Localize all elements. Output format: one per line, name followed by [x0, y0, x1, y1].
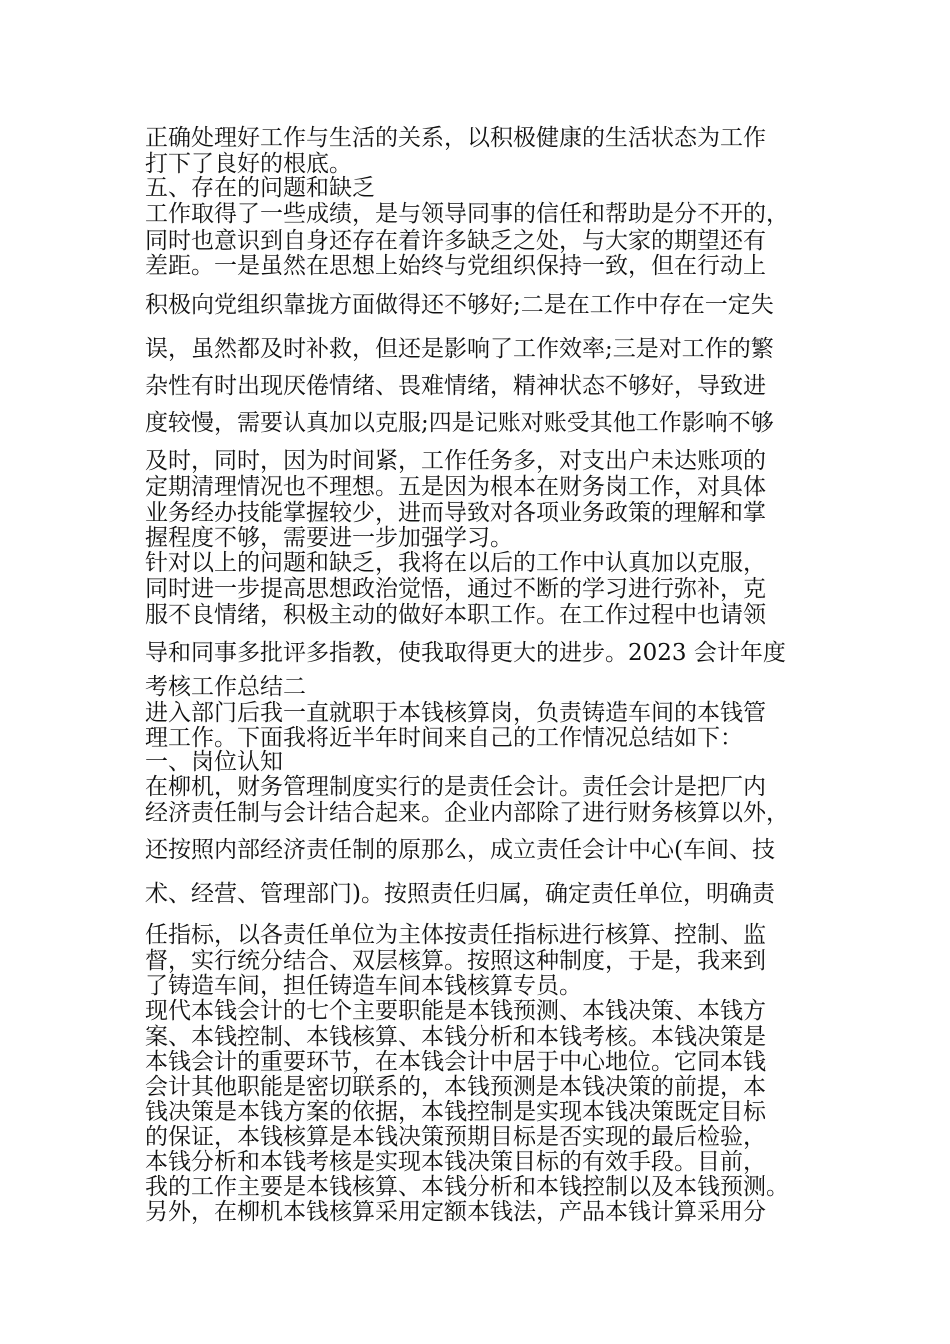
text-line: 现代本钱会计的七个主要职能是本钱预测、本钱决策、本钱方: [145, 998, 766, 1024]
text-line: 握程度不够，需要进一步加强学习。: [145, 525, 513, 551]
text-line: 理工作。下面我将近半年时间来自己的工作情况总结如下：: [145, 725, 743, 751]
text-line: 进入部门后我一直就职于本钱核算岗，负责铸造车间的本钱管: [145, 700, 766, 726]
text-line: 度较慢，需要认真加以克服;四是记账对账受其他工作影响不够: [145, 410, 774, 436]
text-line: 在柳机，财务管理制度实行的是责任会计。责任会计是把厂内: [145, 774, 766, 800]
text-line: 案、本钱控制、本钱核算、本钱分析和本钱考核。本钱决策是: [145, 1024, 766, 1050]
text-line: 打下了良好的根底。: [145, 151, 352, 177]
section-heading: 考核工作总结二: [145, 674, 306, 700]
text-line: 杂性有时出现厌倦情绪、畏难情绪，精神状态不够好，导致进: [145, 373, 766, 399]
text-line: 工作取得了一些成绩，是与领导同事的信任和帮助是分不开的，: [145, 201, 789, 227]
text-line: 及时，同时，因为时间紧，工作任务多，对支出户未达账项的: [145, 448, 766, 474]
text-line: 术、经营、管理部门)。按照责任归属，确定责任单位，明确责: [145, 881, 775, 907]
text-line: 本钱分析和本钱考核是实现本钱决策目标的有效手段。目前，: [145, 1149, 766, 1175]
text-line: 定期清理情况也不理想。五是因为根本在财务岗工作，对具体: [145, 474, 766, 500]
text-line: 另外，在柳机本钱核算采用定额本钱法，产品本钱计算采用分: [145, 1199, 766, 1225]
text-line: 任指标，以各责任单位为主体按责任指标进行核算、控制、监: [145, 922, 766, 948]
text-line: 服不良情绪，积极主动的做好本职工作。在工作过程中也请领: [145, 602, 766, 628]
section-heading: 五、存在的问题和缺乏: [145, 175, 375, 201]
text-line: 导和同事多批评多指教，使我取得更大的进步。2023 会计年度: [145, 640, 786, 666]
text-line: 正确处理好工作与生活的关系，以积极健康的生活状态为工作: [145, 125, 766, 151]
text-line: 差距。一是虽然在思想上始终与党组织保持一致，但在行动上: [145, 253, 766, 279]
text-line: 还按照内部经济责任制的原那么，成立责任会计中心(车间、技: [145, 837, 775, 863]
text-line: 误，虽然都及时补救，但还是影响了工作效率;三是对工作的繁: [145, 336, 774, 362]
text-line: 经济责任制与会计结合起来。企业内部除了进行财务核算以外，: [145, 800, 789, 826]
text-line: 业务经办技能掌握较少，进而导致对各项业务政策的理解和掌: [145, 500, 766, 526]
text-line: 同时进一步提高思想政治觉悟，通过不断的学习进行弥补，克: [145, 576, 766, 602]
text-line: 我的工作主要是本钱核算、本钱分析和本钱控制以及本钱预测。: [145, 1174, 789, 1200]
text-line: 针对以上的问题和缺乏，我将在以后的工作中认真加以克服，: [145, 550, 766, 576]
text-line: 本钱会计的重要环节，在本钱会计中居于中心地位。它同本钱: [145, 1049, 766, 1075]
text-line: 同时也意识到自身还存在着许多缺乏之处，与大家的期望还有: [145, 228, 766, 254]
text-line: 钱决策是本钱方案的依据，本钱控制是实现本钱决策既定目标: [145, 1099, 766, 1125]
text-line: 了铸造车间，担任铸造车间本钱核算专员。: [145, 973, 582, 999]
text-line: 积极向党组织靠拢方面做得还不够好;二是在工作中存在一定失: [145, 292, 774, 318]
text-line: 会计其他职能是密切联系的，本钱预测是本钱决策的前提，本: [145, 1074, 766, 1100]
text-line: 督，实行统分结合、双层核算。按照这种制度，于是，我来到: [145, 948, 766, 974]
text-line: 的保证，本钱核算是本钱决策预期目标是否实现的最后检验，: [145, 1124, 766, 1150]
section-heading: 一、岗位认知: [145, 749, 283, 775]
